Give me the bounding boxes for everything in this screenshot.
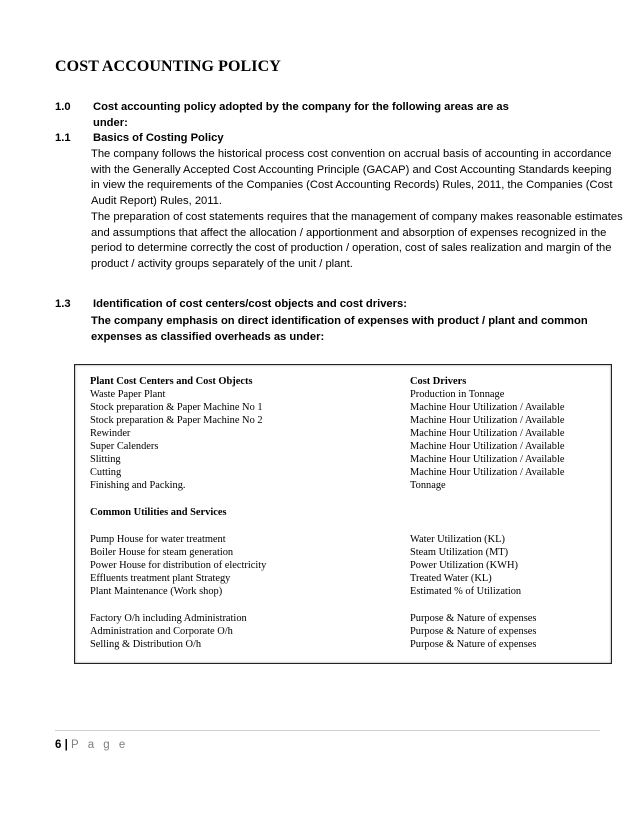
table-cell: Power Utilization (KWH) <box>410 560 518 571</box>
table-cell: Cutting <box>90 467 122 478</box>
section-1-1 <box>55 131 625 147</box>
table-cell: Machine Hour Utilization / Available <box>410 454 565 465</box>
table-cell: Plant Maintenance (Work shop) <box>90 586 223 597</box>
table-cell: Machine Hour Utilization / Available <box>410 428 565 439</box>
table-cell: Pump House for water treatment <box>90 534 226 545</box>
table-cell: Effluents treatment plant Strategy <box>90 573 231 584</box>
table-header-left: Plant Cost Centers and Cost Objects <box>90 376 253 387</box>
page-footer <box>55 739 128 751</box>
section-1-3 <box>55 297 625 313</box>
section-number: 1.1 <box>55 132 71 144</box>
cost-centers-table <box>74 364 612 664</box>
table-cell: Steam Utilization (MT) <box>410 547 509 558</box>
table-cell: Tonnage <box>410 480 446 491</box>
table-cell: Machine Hour Utilization / Available <box>410 441 565 452</box>
section-heading: Identification of cost centers/cost objects and cost drivers: <box>93 298 407 310</box>
section-number: 1.0 <box>55 101 71 113</box>
footer-separator: | <box>64 739 68 751</box>
table-cell: Production in Tonnage <box>410 389 505 400</box>
table-cell: Purpose & Nature of expenses <box>410 626 537 637</box>
table-cell: Administration and Corporate O/h <box>90 626 233 637</box>
table-cell: Selling & Distribution O/h <box>90 639 202 650</box>
table-cell: Purpose & Nature of expenses <box>410 613 537 624</box>
paragraph-direct-identification: The company emphasis on direct identification of expenses with product / plant and common expenses as classified overheads as under: <box>91 315 588 343</box>
table-cell: Rewinder <box>90 428 131 439</box>
table-cell: Stock preparation & Paper Machine No 1 <box>90 402 263 413</box>
section-1-0 <box>55 100 625 132</box>
table-cell: Factory O/h including Administration <box>90 613 247 624</box>
table-cell: Machine Hour Utilization / Available <box>410 467 565 478</box>
table-cell: Machine Hour Utilization / Available <box>410 415 565 426</box>
page-label: P a g e <box>71 739 129 751</box>
table-header-right: Cost Drivers <box>410 376 467 387</box>
table-cell: Treated Water (KL) <box>410 573 492 584</box>
table-cell: Purpose & Nature of expenses <box>410 639 537 650</box>
table-cell: Waste Paper Plant <box>90 389 166 400</box>
paragraph-cost-statements: The preparation of cost statements requires that the management of company makes reasonable estimates and assumptions that affect the allocation / apportionment and absorption of expenses recognized in the period to determine correctly the cost of production / operation, cost of sales realization and margin of the product / activity groups separately of the unit / plant. <box>91 211 623 270</box>
section-heading: Cost accounting policy adopted by the company for the following areas are as under: <box>93 101 509 129</box>
table-cell: Machine Hour Utilization / Available <box>410 402 565 413</box>
table-cell: Power House for distribution of electricity <box>90 560 267 571</box>
page-title: COST ACCOUNTING POLICY <box>55 58 281 75</box>
table-cell: Slitting <box>90 454 121 465</box>
section-heading: Basics of Costing Policy <box>93 132 224 144</box>
table-cell: Water Utilization (KL) <box>410 534 505 545</box>
table-cell: Boiler House for steam generation <box>90 547 234 558</box>
paragraph-costing-basis: The company follows the historical process cost convention on accrual basis of accounting in accordance with the Generally Accepted Cost Accounting Principle (GACAP) and Cost Accounting Standards keeping in view the requirements of the Companies (Cost Accounting Records) Rules, 2011, the Companies (Cost Audit Report) Rules, 2011. <box>91 148 613 207</box>
table-cell: Stock preparation & Paper Machine No 2 <box>90 415 263 426</box>
section-number: 1.3 <box>55 298 71 310</box>
table-cell: Super Calenders <box>90 441 159 452</box>
table-cell: Finishing and Packing. <box>90 480 186 491</box>
utilities-header: Common Utilities and Services <box>90 507 227 518</box>
page-number: 6 <box>55 739 62 751</box>
table-cell: Estimated % of Utilization <box>410 586 522 597</box>
footer-divider <box>55 730 600 731</box>
